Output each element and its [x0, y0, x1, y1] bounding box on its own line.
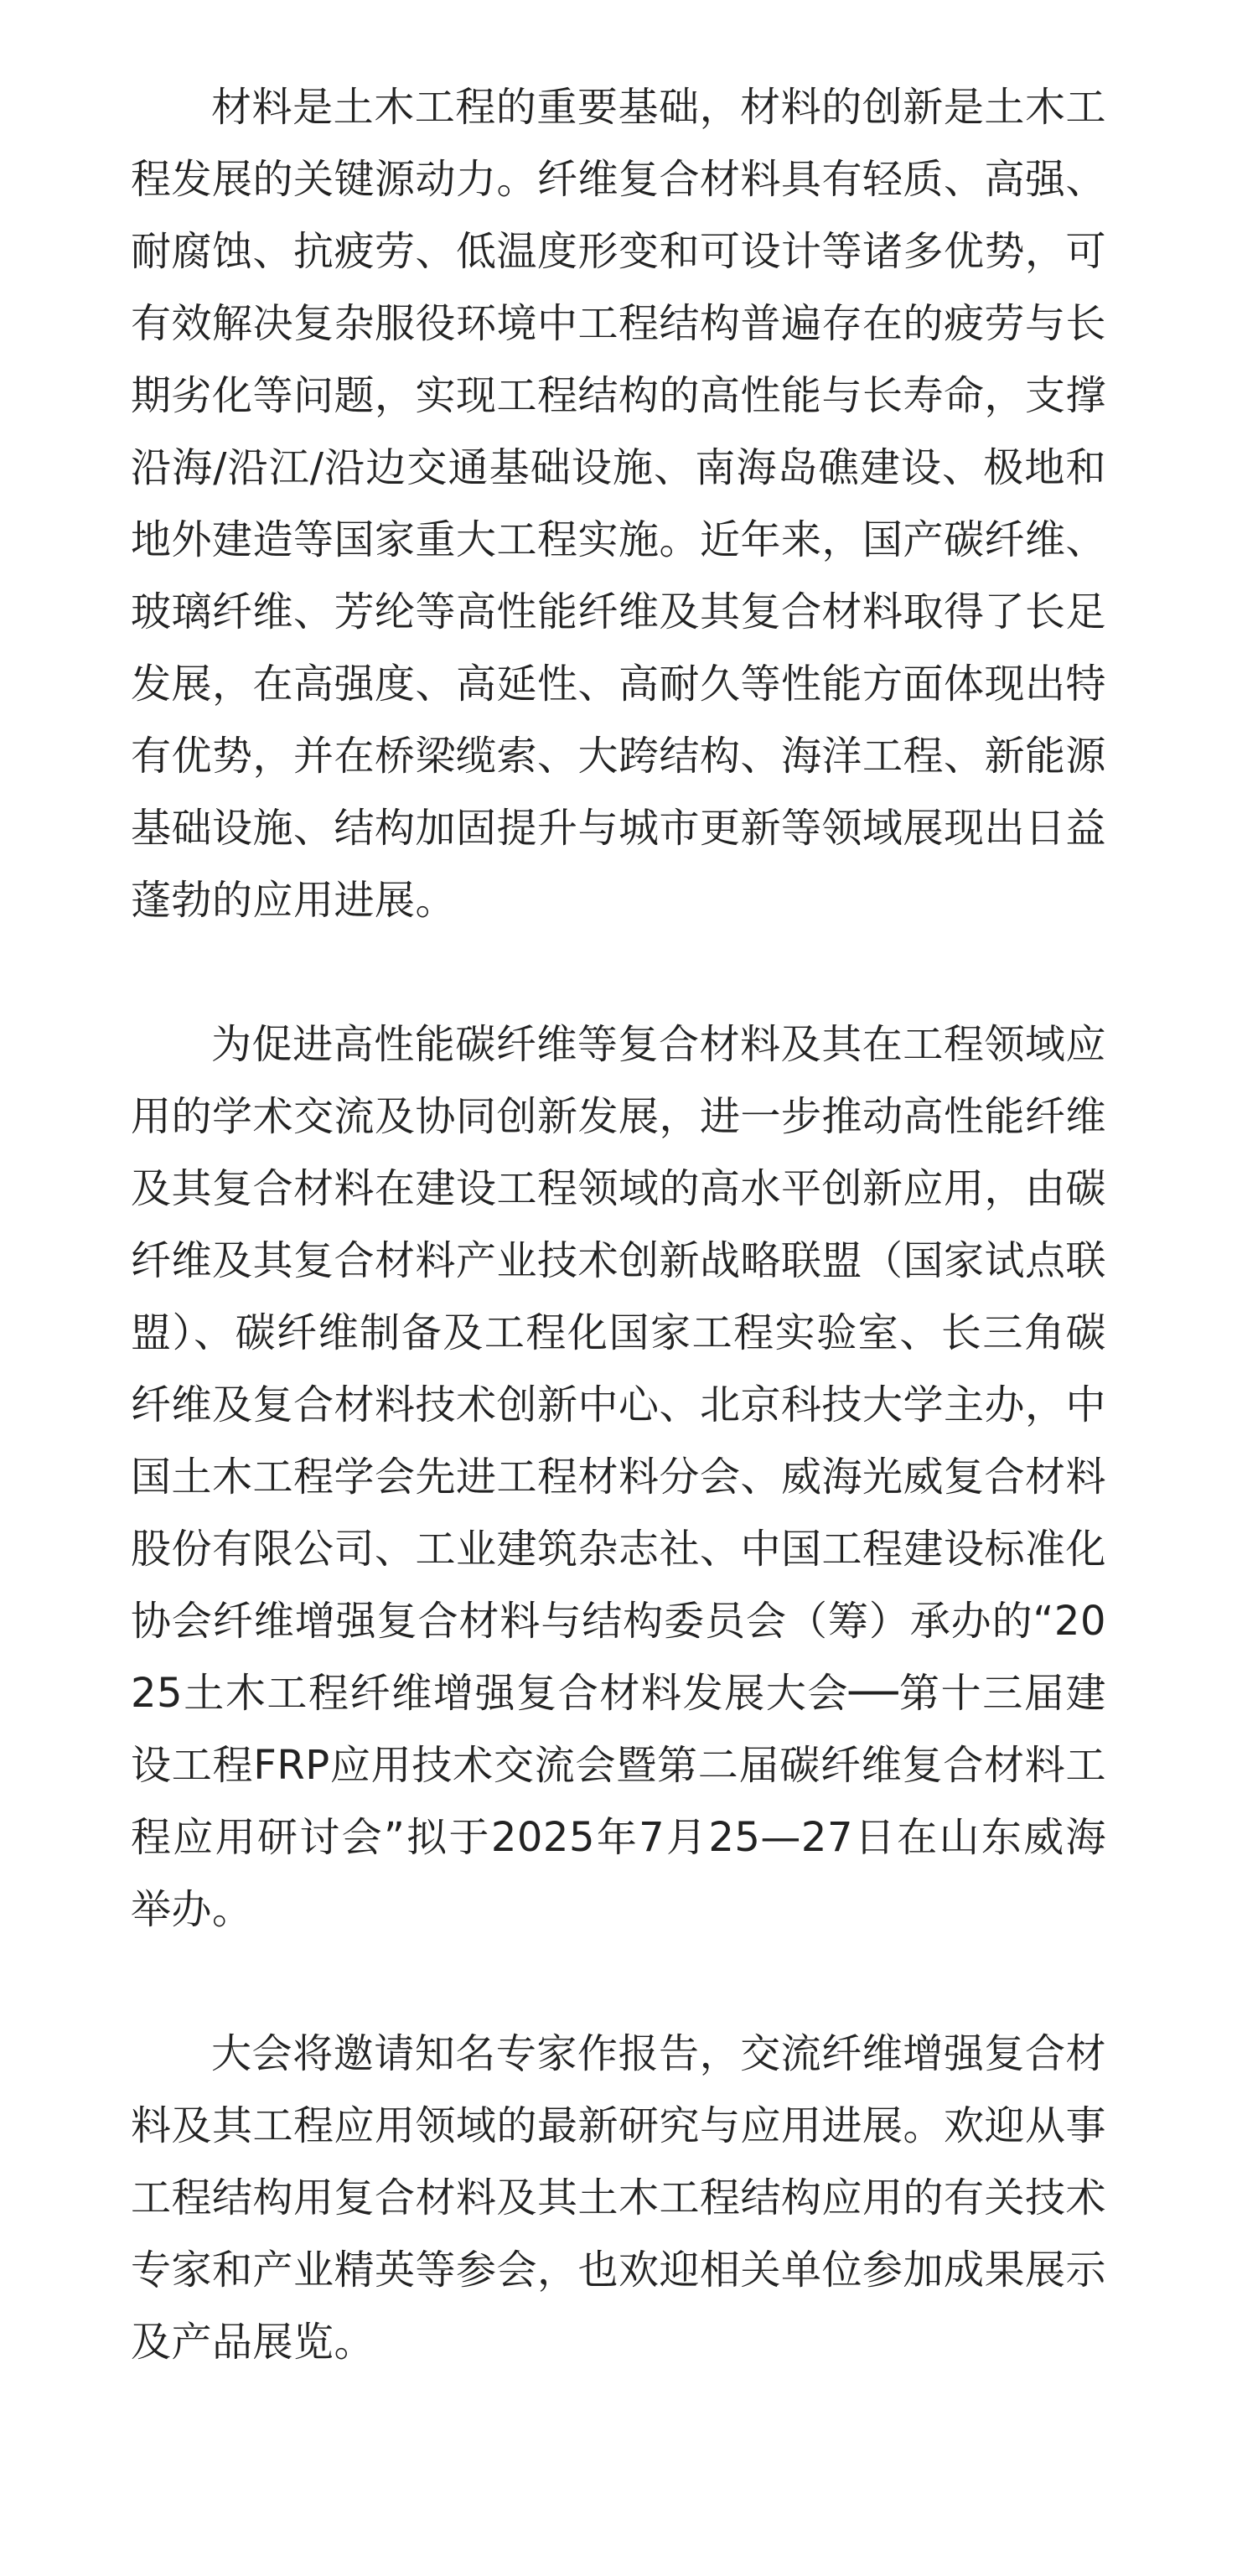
paragraph-background: 材料是土木工程的重要基础，材料的创新是土木工程发展的关键源动力。纤维复合材料具有轻质、高强、耐腐蚀、抗疲劳、低温度形变和可设计等诸多优势，可有效解决复杂服役环境中工程结构普遍存在的疲劳与长期劣化等问题，实现工程结构的高性能与长寿命，支撑沿海/沿江/沿边交通基础设施、南海岛礁建设、极地和地外建造等国家重大工程实施。近年来，国产碳纤维、玻璃纤维、芳纶等高性能纤维及其复合材料取得了长足发展，在高强度、高延性、高耐久等性能方面体现出特有优势，并在桥梁缆索、大跨结构、海洋工程、新能源基础设施、结构加固提升与城市更新等领域展现出日益蓬勃的应用进展。	[131, 84, 1107, 924]
paragraph-conference-announcement: 为促进高性能碳纤维等复合材料及其在工程领域应用的学术交流及协同创新发展，进一步推动高性能纤维及其复合材料在建设工程领域的高水平创新应用，由碳纤维及其复合材料产业技术创新战略联盟（国家试点联盟）、碳纤维制备及工程化国家工程实验室、长三角碳纤维及复合材料技术创新中心、北京科技大学主办，中国土木工程学会先进工程材料分会、威海光威复合材料股份有限公司、工业建筑杂志社、中国工程建设标准化协会纤维增强复合材料与结构委员会（筹）承办的“2025土木工程纤维增强复合材料发展大会──第十三届建设工程FRP应用技术交流会暨第二届碳纤维复合材料工程应用研讨会”拟于2025年7月25—27日在山东威海举办。	[131, 1021, 1107, 1933]
article-body	[131, 71, 1106, 2378]
paragraph-invitation: 大会将邀请知名专家作报告，交流纤维增强复合材料及其工程应用领域的最新研究与应用进展。欢迎从事工程结构用复合材料及其土木工程结构应用的有关技术专家和产业精英等参会，也欢迎相关单位参加成果展示及产品展览。	[131, 2030, 1107, 2366]
